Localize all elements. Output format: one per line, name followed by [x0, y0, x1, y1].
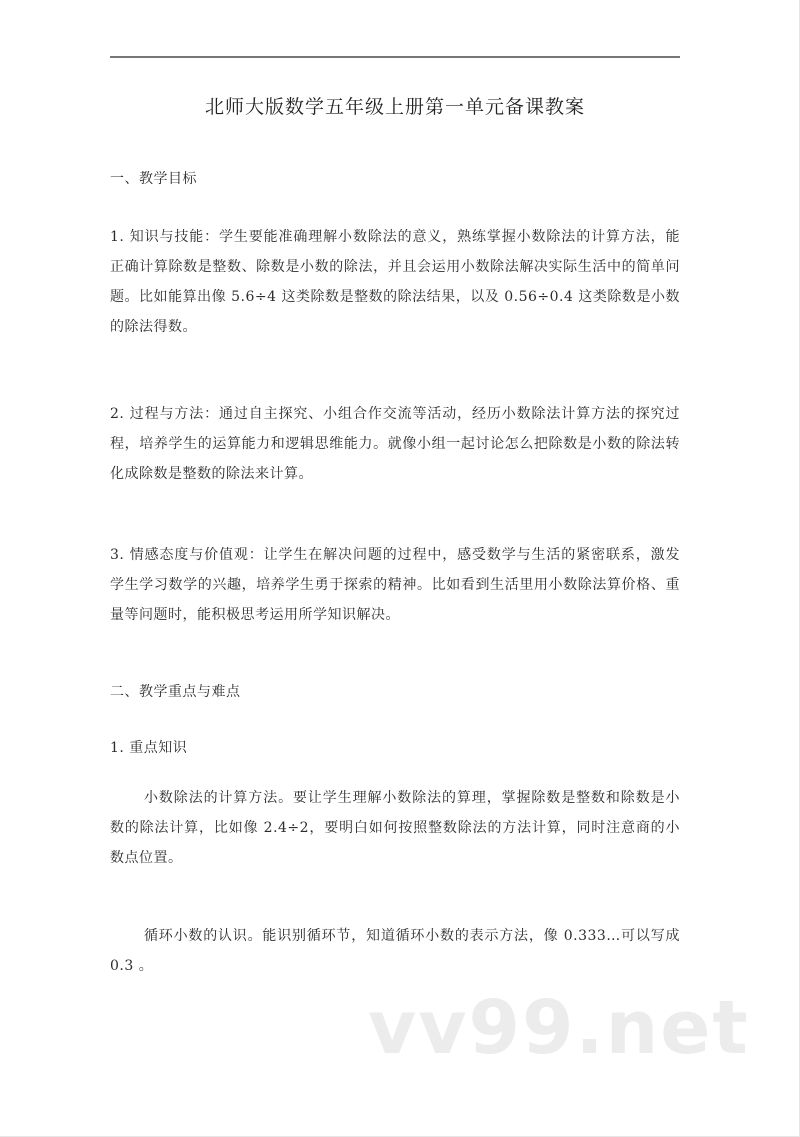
objectives-heading: 一、教学目标 [110, 171, 197, 187]
site-watermark: vv99.net [368, 985, 750, 1071]
objective-process-methods: 2. 过程与方法：通过自主探究、小组合作交流等活动，经历小数除法计算方法的探究过程，培养学生的运算能力和逻辑思维能力。就像小组一起讨论怎么把除数是小数的除法转化成除数是整数的除法来计算。 [110, 406, 680, 482]
objective-attitude-values: 3. 情感态度与价值观：让学生在解决问题的过程中，感受数学与生活的紧密联系，激发学生学习数学的兴趣，培养学生勇于探索的精神。比如看到生活里用小数除法算价格、重量等问题时，能积极思考运用所学知识解决。 [110, 547, 680, 623]
document-title: 北师大版数学五年级上册第一单元备课教案 [204, 96, 585, 118]
objective-knowledge-skills: 1. 知识与技能：学生要能准确理解小数除法的意义，熟练掌握小数除法的计算方法，能正确计算除数是整数、除数是小数的除法，并且会运用小数除法解决实际生活中的简单问题。比如能算出像 5.6÷4 这类除数是整数的除法结果，以及 0.56÷0.4 这类除数是小数的除法得数。 [110, 229, 680, 335]
key-points-heading: 二、教学重点与难点 [110, 684, 241, 700]
header-rule [110, 56, 680, 58]
key-paragraph-calculation: 小数除法的计算方法。要让学生理解小数除法的算理，掌握除数是整数和除数是小数的除法计算，比如像 2.4÷2，要明白如何按照整数除法的方法计算，同时注意商的小数点位置。 [110, 790, 680, 866]
key-knowledge-heading: 1. 重点知识 [110, 740, 188, 756]
key-paragraph-recurring-decimal: 循环小数的认识。能识别循环节，知道循环小数的表示方法，像 0.333…可以写成 0.3 。 [110, 928, 680, 974]
